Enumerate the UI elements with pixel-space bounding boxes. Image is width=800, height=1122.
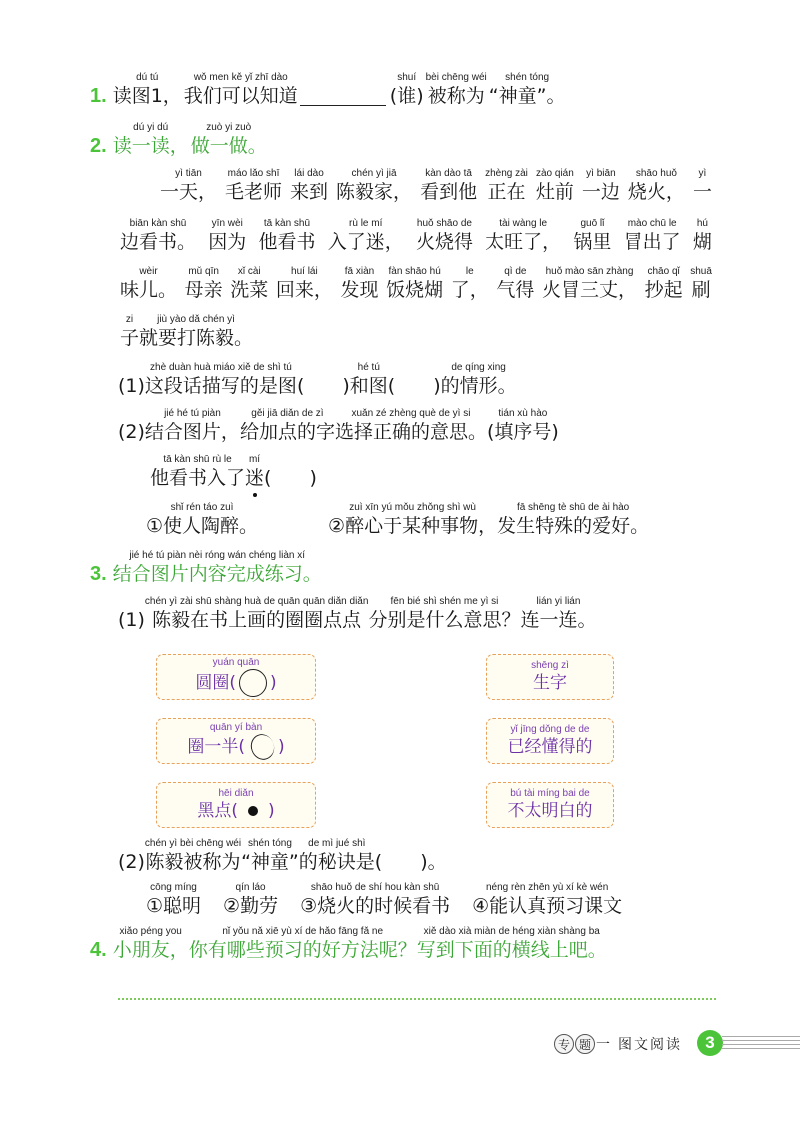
hanzi: ( )。 xyxy=(374,851,447,873)
text-segment xyxy=(225,168,282,204)
match-box-left[interactable] xyxy=(156,654,316,700)
hanzi: 做一做。 xyxy=(190,135,267,157)
box-label xyxy=(195,669,276,697)
hanzi: 煳 xyxy=(692,231,712,253)
q3-title xyxy=(90,550,322,586)
pinyin: shēng zì xyxy=(531,660,569,671)
pinyin: tián xù hào xyxy=(498,408,548,419)
pinyin: bú tài míng bai de xyxy=(510,788,590,799)
hanzi: 读图1， xyxy=(112,85,182,107)
hanzi: 来到 xyxy=(290,181,329,203)
q2-passage-line-1 xyxy=(160,168,712,204)
hanzi: 味儿。 xyxy=(120,279,178,301)
text-segment xyxy=(485,218,561,254)
text-segment xyxy=(582,168,620,204)
text-segment xyxy=(113,926,189,962)
text-segment xyxy=(375,838,447,874)
pinyin: shuí xyxy=(397,72,417,83)
pinyin: de mì jué shì xyxy=(308,838,366,849)
hanzi: ( ) xyxy=(387,375,441,397)
pinyin: chén yì bèi chēng wéi xyxy=(144,838,242,849)
question-number: 4. xyxy=(90,939,107,961)
text-segment xyxy=(472,882,622,918)
hanzi: ④能认真预习课文 xyxy=(472,895,623,917)
pinyin: shén tóng xyxy=(505,72,550,83)
match-box-right[interactable] xyxy=(486,654,614,700)
text-segment xyxy=(388,362,441,398)
hanzi: 正在 xyxy=(487,181,526,203)
text-segment xyxy=(496,266,534,302)
black-dot-icon xyxy=(248,806,258,816)
text-segment xyxy=(145,838,241,874)
pinyin: bèi chēng wéi xyxy=(425,72,487,83)
close-paren: ) xyxy=(278,737,285,757)
pinyin: chén yì zài shū shàng huà de quān quān diǎn diǎn xyxy=(144,596,369,607)
text-segment xyxy=(417,926,607,962)
pinyin: shǐ rén táo zuì xyxy=(170,502,234,513)
pinyin: nǐ yǒu nǎ xiē yù xí de hǎo fāng fǎ ne xyxy=(222,926,384,937)
hanzi: 烧火， xyxy=(627,181,685,203)
hanzi: 他看书入了 xyxy=(150,467,246,489)
text-segment xyxy=(520,596,596,632)
close-paren: ) xyxy=(268,801,275,821)
pinyin: fēn bié shì shén me yì si xyxy=(390,596,499,607)
pinyin: zhèng zài xyxy=(485,168,528,179)
pinyin: wèir xyxy=(139,266,158,277)
pinyin: xiě dào xià miàn de héng xiàn shàng ba xyxy=(423,926,600,937)
text-segment xyxy=(120,218,196,254)
hanzi: (2) xyxy=(118,851,145,873)
match-box-right[interactable] xyxy=(486,782,614,828)
hanzi: (填序号) xyxy=(486,421,559,443)
pinyin: tài wàng le xyxy=(499,218,548,229)
match-box-left[interactable] xyxy=(156,718,316,764)
text-segment xyxy=(120,314,139,350)
text-segment xyxy=(118,408,145,444)
question-number: 3. xyxy=(90,563,107,585)
text-segment xyxy=(426,72,487,108)
text-segment xyxy=(390,72,424,108)
hanzi: ②醉心于某种事物， xyxy=(328,515,498,537)
text-segment xyxy=(624,218,681,254)
dotted-char: 迷 xyxy=(245,467,265,489)
pinyin: xiǎo péng you xyxy=(119,926,182,937)
pinyin: tā kàn shū rù le xyxy=(163,454,232,465)
text-segment xyxy=(258,218,315,254)
q2-passage-line-4 xyxy=(120,314,253,350)
pinyin: huǒ shāo de xyxy=(416,218,472,229)
hanzi: 的秘诀是 xyxy=(298,851,375,873)
text-segment xyxy=(113,72,182,108)
footer-rule-2 xyxy=(722,1040,800,1041)
box-label xyxy=(197,800,274,822)
pinyin: shuā xyxy=(690,266,712,277)
pinyin: qín láo xyxy=(235,882,266,893)
text-segment xyxy=(335,408,487,444)
hanzi: ②勤劳 xyxy=(223,895,279,917)
match-box-right[interactable] xyxy=(486,718,614,764)
hanzi: 我们可以知道 xyxy=(183,85,298,107)
hanzi: 看到他 xyxy=(420,181,478,203)
full-circle-icon xyxy=(239,669,267,697)
pinyin: qì de xyxy=(504,266,527,277)
text-segment xyxy=(146,502,258,538)
pinyin: fàn shāo hú xyxy=(388,266,441,277)
text-segment xyxy=(628,168,685,204)
pinyin: chén yì jiā xyxy=(351,168,397,179)
pinyin: mào chū le xyxy=(627,218,677,229)
answer-line[interactable] xyxy=(118,998,716,1000)
hanzi: 一 xyxy=(692,181,712,203)
hanzi: 你有哪些预习的好方法呢？ xyxy=(188,939,417,961)
hanzi: (1) xyxy=(118,609,145,631)
hanzi: 毛老师 xyxy=(225,181,283,203)
hanzi: 饭烧煳 xyxy=(386,279,444,301)
text-segment xyxy=(113,550,322,586)
text-segment xyxy=(542,266,637,302)
pinyin: guō lǐ xyxy=(580,218,605,229)
pinyin: shén tóng xyxy=(247,838,292,849)
hanzi: 陈毅被称为 xyxy=(145,851,241,873)
q2-sub2-options xyxy=(146,502,649,538)
hanzi: 不太明白的 xyxy=(507,801,593,821)
hanzi: 一边 xyxy=(581,181,620,203)
pinyin: huí lái xyxy=(291,266,318,277)
pinyin: fā xiàn xyxy=(344,266,375,277)
text-segment xyxy=(230,266,268,302)
text-segment xyxy=(297,362,350,398)
pinyin: zi xyxy=(125,314,134,325)
pinyin: shāo huǒ xyxy=(635,168,677,179)
hanzi: 一天， xyxy=(160,181,218,203)
hanzi: 结合图片， xyxy=(144,421,240,443)
pinyin: jié hé tú piàn xyxy=(164,408,221,419)
text-segment xyxy=(189,926,417,962)
hanzi: 给加点的字 xyxy=(239,421,335,443)
pinyin: xuǎn zé zhèng què de yì si xyxy=(351,408,471,419)
text-segment xyxy=(113,122,189,158)
text-segment xyxy=(150,454,245,490)
text-segment xyxy=(184,72,298,108)
ti-char: 题 xyxy=(575,1034,595,1054)
hanzi: 火冒三丈， xyxy=(542,279,638,301)
pinyin: zuì xīn yú mǒu zhǒng shì wù xyxy=(349,502,476,513)
pinyin: wǒ men kě yǐ zhī dào xyxy=(193,72,288,83)
pinyin: hé tú xyxy=(357,362,380,373)
hanzi: (1) xyxy=(118,375,145,397)
pinyin: yì xyxy=(698,168,707,179)
footer-rule-3 xyxy=(722,1044,800,1045)
pinyin: zào qián xyxy=(535,168,574,179)
pinyin: yuán quān xyxy=(212,657,260,668)
text-segment xyxy=(328,502,497,538)
hanzi: 小朋友， xyxy=(112,939,189,961)
pinyin: mí xyxy=(248,454,261,465)
hanzi: 抄起 xyxy=(644,279,683,301)
text-segment xyxy=(573,218,611,254)
text-segment xyxy=(118,362,145,398)
hanzi: 子 xyxy=(120,327,140,349)
pinyin: tā kàn shū xyxy=(263,218,311,229)
hanzi: 写到下面的横线上吧。 xyxy=(416,939,607,961)
text-segment xyxy=(223,882,278,918)
pinyin: de qíng xing xyxy=(451,362,506,373)
half-circle-icon xyxy=(247,731,278,763)
text-segment xyxy=(245,454,264,490)
q1-line xyxy=(90,72,565,108)
hanzi: 圈一半( xyxy=(187,737,245,757)
text-segment xyxy=(145,596,369,632)
hanzi: 这段话描写的是图 xyxy=(144,375,297,397)
pinyin: le xyxy=(465,266,474,277)
pinyin: shāo huǒ de shí hou kàn shū xyxy=(310,882,440,893)
text-segment xyxy=(240,408,335,444)
text-segment xyxy=(118,596,145,632)
hanzi: (2) xyxy=(118,421,145,443)
section-tag xyxy=(554,1034,682,1054)
pinyin: lái dào xyxy=(294,168,324,179)
text-segment xyxy=(416,218,473,254)
text-segment xyxy=(328,218,404,254)
text-segment xyxy=(185,266,223,302)
hanzi: 灶前 xyxy=(535,181,574,203)
hanzi: 选择正确的意思。 xyxy=(334,421,487,443)
q3-sub2 xyxy=(118,838,447,874)
hanzi: 冒出了 xyxy=(623,231,681,253)
text-segment xyxy=(290,168,328,204)
text-segment xyxy=(485,168,528,204)
text-segment xyxy=(191,122,267,158)
text-segment xyxy=(690,266,712,302)
hanzi: “神童”。 xyxy=(488,85,566,107)
pinyin: yì tiān xyxy=(175,168,202,179)
hanzi: ( ) xyxy=(296,375,350,397)
hanzi: 因为 xyxy=(208,231,247,253)
hanzi: 黑点( xyxy=(197,801,238,821)
question-number: 2. xyxy=(90,135,107,157)
text-segment xyxy=(241,838,299,874)
hanzi: 气得 xyxy=(496,279,535,301)
pinyin: xǐ cài xyxy=(237,266,261,277)
hanzi: ( ) xyxy=(264,467,317,489)
pinyin: mǔ qīn xyxy=(188,266,219,277)
pinyin: huǒ mào sān zhàng xyxy=(545,266,634,277)
question-number: 1. xyxy=(90,85,107,107)
hanzi: 读一读， xyxy=(112,135,189,157)
pinyin: jié hé tú piàn nèi róng wán chéng liàn xí xyxy=(129,550,306,561)
text-segment xyxy=(120,266,177,302)
zhuan-char: 专 xyxy=(554,1034,574,1054)
box-label xyxy=(187,734,284,760)
hanzi: 发现 xyxy=(340,279,379,301)
text-segment xyxy=(336,168,412,204)
pinyin: zuò yi zuò xyxy=(206,122,252,133)
pinyin: máo lǎo shī xyxy=(227,168,280,179)
hanzi: 结合图片内容完成练习。 xyxy=(112,563,322,585)
pinyin: néng rèn zhēn yù xí kè wén xyxy=(486,882,609,893)
text-segment xyxy=(118,838,145,874)
pinyin: yì biān xyxy=(586,168,616,179)
hanzi: 陈毅在书上画的圈圈点点 xyxy=(152,609,362,631)
text-segment xyxy=(299,838,375,874)
text-segment xyxy=(497,502,649,538)
hanzi: ①聪明 xyxy=(146,895,202,917)
q2-title xyxy=(90,122,267,158)
answer-blank[interactable] xyxy=(300,85,386,106)
hanzi: 连一连。 xyxy=(520,609,597,631)
hanzi: 太旺了， xyxy=(485,231,562,253)
q3-sub1 xyxy=(118,596,596,632)
pinyin: yīn wèi xyxy=(211,218,243,229)
pinyin: lián yi lián xyxy=(536,596,581,607)
pinyin: dú tú xyxy=(136,72,159,83)
pinyin: jiù yào dǎ chén yì xyxy=(157,314,235,325)
hanzi: 和图 xyxy=(349,375,388,397)
hanzi: 圆圈( xyxy=(195,673,236,693)
hanzi: 发生特殊的爱好。 xyxy=(497,515,650,537)
text-segment xyxy=(341,266,379,302)
text-segment xyxy=(208,218,246,254)
pinyin: quān yí bàn xyxy=(209,722,263,733)
q4-line xyxy=(90,926,607,962)
yi-char: 一 xyxy=(596,1037,610,1053)
q2-passage-line-2 xyxy=(120,218,712,254)
hanzi: 被称为 xyxy=(427,85,485,107)
pinyin: rù le mí xyxy=(349,218,383,229)
hanzi: 洗菜 xyxy=(230,279,269,301)
text-segment xyxy=(350,362,388,398)
q2-sub2-sentence xyxy=(150,454,317,490)
pinyin: yǐ jīng dǒng de de xyxy=(510,724,590,735)
text-segment xyxy=(693,218,712,254)
pinyin: cōng míng xyxy=(150,882,197,893)
text-segment xyxy=(139,314,253,350)
hanzi: 边看书。 xyxy=(120,231,197,253)
hanzi: ③烧火的时候看书 xyxy=(300,895,451,917)
hanzi: (谁) xyxy=(389,85,424,107)
hanzi: 锅里 xyxy=(573,231,612,253)
hanzi: 入了迷， xyxy=(327,231,404,253)
pinyin: kàn dào tā xyxy=(425,168,472,179)
pinyin: gěi jiā diǎn de zì xyxy=(251,408,324,419)
hanzi: 已经懂得的 xyxy=(507,737,593,757)
hanzi: ①使人陶醉。 xyxy=(146,515,259,537)
hanzi: 他看书 xyxy=(258,231,316,253)
close-paren: ) xyxy=(270,673,277,693)
text-segment xyxy=(368,596,520,632)
section-name: 图文阅读 xyxy=(618,1037,682,1053)
hanzi: 母亲 xyxy=(184,279,223,301)
hanzi: 回来， xyxy=(275,279,333,301)
page-number: 3 xyxy=(697,1030,723,1056)
text-segment xyxy=(264,454,317,490)
pinyin: dú yi dú xyxy=(133,122,169,133)
text-segment xyxy=(145,362,297,398)
text-segment xyxy=(487,408,559,444)
text-segment xyxy=(160,168,217,204)
hanzi: “神童” xyxy=(241,851,299,873)
text-segment xyxy=(536,168,574,204)
hanzi: 陈毅家， xyxy=(336,181,413,203)
text-segment xyxy=(145,408,240,444)
hanzi: 的情形。 xyxy=(440,375,517,397)
pinyin: hēi diǎn xyxy=(218,788,254,799)
q2-passage-line-3 xyxy=(120,266,712,302)
hanzi: 了， xyxy=(450,279,489,301)
footer-rule-1 xyxy=(722,1036,800,1037)
text-segment xyxy=(693,168,712,204)
text-segment xyxy=(489,72,566,108)
text-segment xyxy=(645,266,683,302)
hanzi: 火烧得 xyxy=(415,231,473,253)
q3-sub2-options xyxy=(146,882,622,918)
pinyin: hú xyxy=(696,218,708,229)
pinyin: zhè duàn huà miáo xiě de shì tú xyxy=(150,362,292,373)
q2-sub1 xyxy=(118,362,517,398)
text-segment xyxy=(441,362,517,398)
text-segment xyxy=(451,266,489,302)
hanzi: 就要打陈毅。 xyxy=(139,327,254,349)
text-segment xyxy=(146,882,201,918)
text-segment xyxy=(300,882,450,918)
footer-rule-4 xyxy=(722,1048,800,1049)
text-segment xyxy=(386,266,443,302)
pinyin: fā shēng tè shū de ài hào xyxy=(516,502,630,513)
q2-sub2 xyxy=(118,408,559,444)
hanzi: 生字 xyxy=(533,673,567,693)
text-segment xyxy=(420,168,477,204)
pinyin: biān kàn shū xyxy=(129,218,187,229)
text-segment xyxy=(276,266,333,302)
pinyin: chāo qǐ xyxy=(647,266,680,277)
hanzi: 分别是什么意思？ xyxy=(368,609,521,631)
hanzi: 刷 xyxy=(691,279,711,301)
match-box-left[interactable] xyxy=(156,782,316,828)
